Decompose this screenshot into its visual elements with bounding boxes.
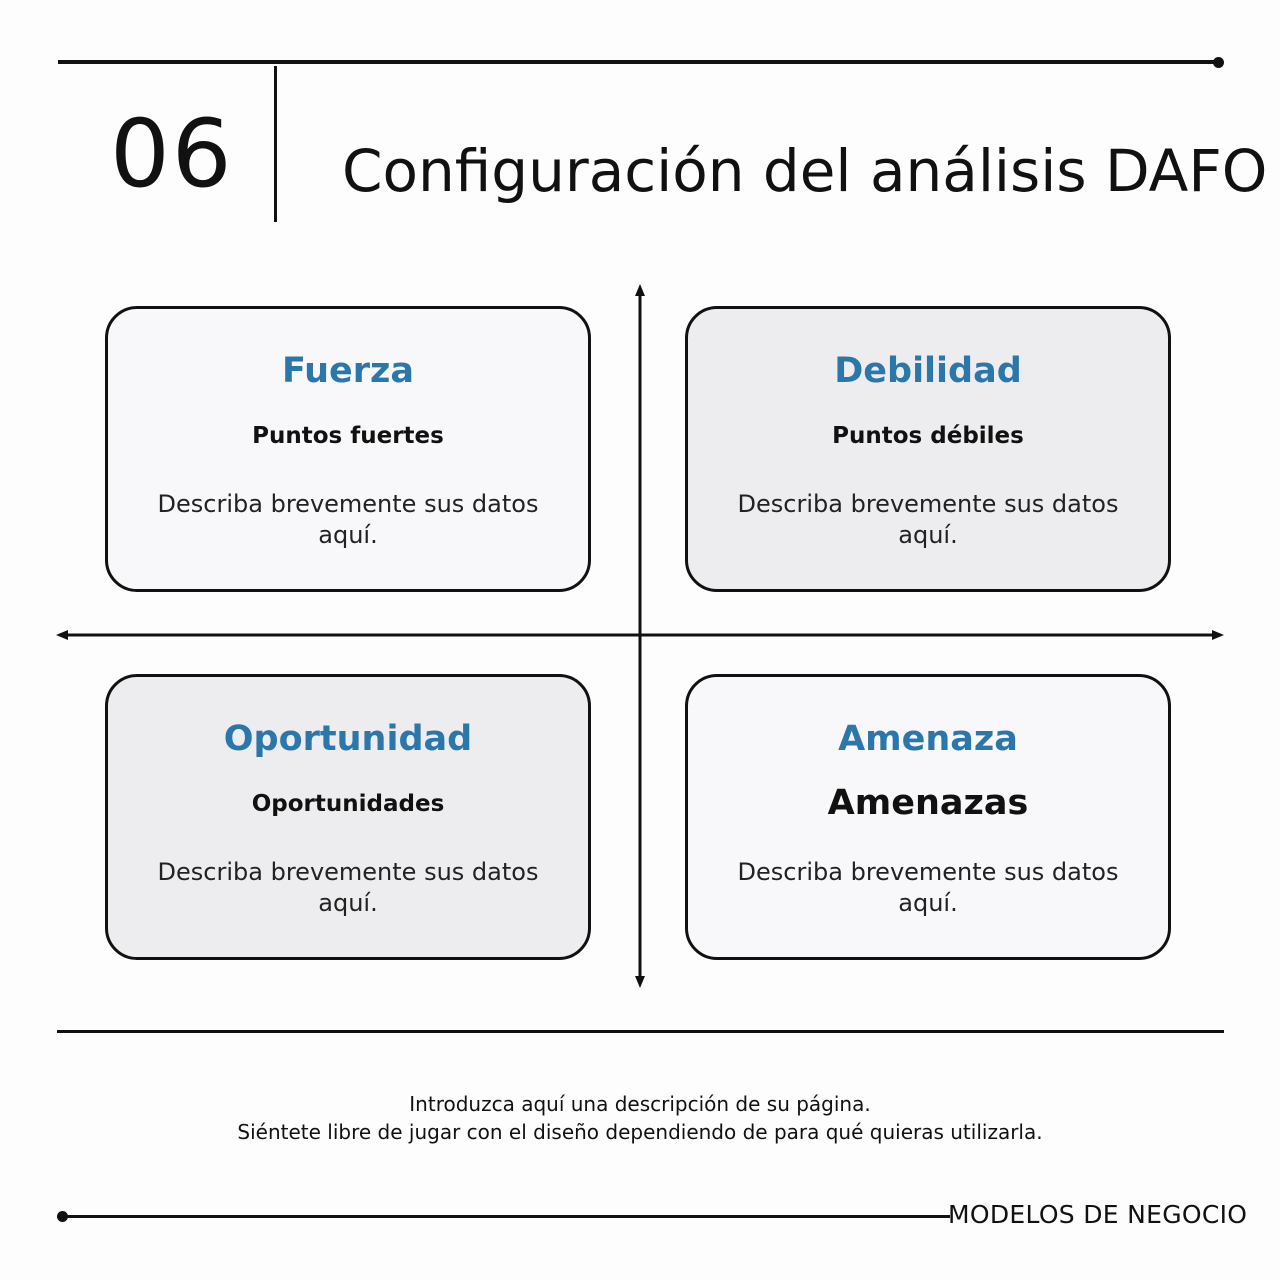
quadrant-subtitle: Puntos fuertes [252, 423, 444, 449]
quadrant-description: Describa brevemente sus datos aquí. [157, 858, 539, 917]
footer-rule [57, 1030, 1224, 1033]
page-description-line-1: Introduzca aquí una descripción de su página. [409, 1092, 871, 1116]
brand-label: MODELOS DE NEGOCIO [948, 1200, 1248, 1229]
quadrant-title: Fuerza [281, 351, 415, 391]
quadrant-description: Describa brevemente sus datos aquí. [157, 490, 539, 549]
section-number: 06 [110, 100, 234, 209]
horizontal-axis-left-arrow [56, 630, 68, 640]
quadrant-opportunities [105, 674, 591, 960]
quadrant-subtitle: Oportunidades [251, 791, 445, 817]
quadrant-threats [685, 674, 1171, 960]
quadrant-subtitle: Amenazas [827, 783, 1029, 823]
vertical-axis-down-arrow [635, 976, 645, 988]
bottom-rule [62, 1215, 950, 1218]
quadrant-title: Debilidad [834, 351, 1022, 391]
quadrant-strengths [105, 306, 591, 592]
quadrant-description: Describa brevemente sus datos aquí. [737, 858, 1119, 917]
page-description-line-2: Siéntete libre de jugar con el diseño dependiendo de para qué quieras utilizarla. [237, 1120, 1043, 1144]
quadrant-title: Amenaza [838, 719, 1018, 759]
vertical-axis-up-arrow [635, 284, 645, 296]
quadrant-weaknesses [685, 306, 1171, 592]
quadrant-title: Oportunidad [223, 719, 473, 759]
quadrant-subtitle: Puntos débiles [832, 423, 1024, 449]
page-title: Configuración del análisis DAFO [342, 137, 1268, 205]
horizontal-axis-right-arrow [1212, 630, 1224, 640]
quadrant-description: Describa brevemente sus datos aquí. [737, 490, 1119, 549]
page-description [140, 1090, 1140, 1146]
